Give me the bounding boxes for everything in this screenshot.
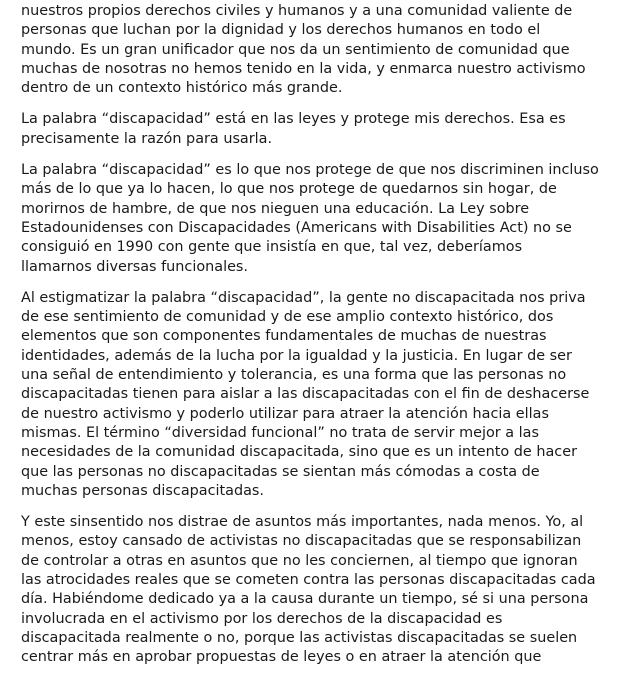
text-line: de nuestro activismo y poderlo utilizar para atraer la atención hacia ellas — [21, 405, 549, 422]
text-line: llamarnos diversas funcionales. — [21, 258, 249, 275]
text-line: de ese sentimiento de comunidad y de ese amplio contexto histórico, dos — [21, 309, 554, 326]
paragraph-2 — [21, 110, 611, 149]
text-line: de controlar a otras en asuntos que no les conciernen, al tiempo que ignoran — [21, 552, 578, 569]
text-line: nuestros propios derechos civiles y humanos y a una comunidad valiente de — [21, 3, 573, 19]
text-line: mismas. El término “diversidad funcional” no trata de servir mejor a las — [21, 424, 539, 441]
text-line: La palabra “discapacidad” es lo que nos protege de que nos discriminen incluso — [21, 162, 599, 179]
text-line: día. Habiéndome dedicado ya a la causa durante un tiempo, sé si una persona — [21, 591, 589, 608]
text-line: menos, estoy cansado de activistas no discapacitadas que se responsabilizan — [21, 533, 582, 550]
text-line: identidades, además de la lucha por la igualdad y la justicia. En lugar de ser — [21, 347, 572, 364]
text-line: dentro de un contexto histórico más grande. — [21, 80, 343, 97]
text-line: involucrada en el activismo por los derechos de la discapacidad es — [21, 610, 503, 627]
text-line: precisamente la razón para usarla. — [21, 130, 273, 147]
document-page — [21, 2, 611, 680]
paragraph-4 — [21, 289, 611, 501]
paragraph-1 — [21, 2, 611, 98]
text-line: centrar más en aprobar propuestas de leyes o en atraer la atención que — [21, 649, 542, 666]
paragraph-3 — [21, 161, 611, 277]
text-line: muchas personas discapacitadas. — [21, 482, 264, 499]
text-line: elementos que son componentes fundamentales de muchas de nuestras — [21, 328, 547, 345]
text-line: Estadounidenses con Discapacidades (Americans with Disabilities Act) no se — [21, 219, 572, 236]
text-line: muchas de nosotras no hemos tenido en la vida, y enmarca nuestro activismo — [21, 60, 586, 77]
text-line: una señal de entendimiento y tolerancia, es una forma que las personas no — [21, 367, 567, 384]
text-line: discapacitada realmente o no, porque las activistas discapacitadas se suelen — [21, 629, 578, 646]
text-line: que las personas no discapacitadas se sientan más cómodas a costa de — [21, 463, 540, 480]
text-line: La palabra “discapacidad” está en las leyes y protege mis derechos. Esa es — [21, 111, 566, 128]
text-line: personas que luchan por la dignidad y los derechos humanos en todo el — [21, 22, 541, 39]
paragraph-5 — [21, 513, 611, 667]
text-line: las atrocidades reales que se cometen contra las personas discapacitadas cada — [21, 572, 596, 589]
text-line: Al estigmatizar la palabra “discapacidad”, la gente no discapacitada nos priva — [21, 289, 586, 306]
text-line: mundo. Es un gran unificador que nos da un sentimiento de comunidad que — [21, 41, 570, 58]
text-line: más de lo que ya lo hacen, lo que nos protege de quedarnos sin hogar, de — [21, 181, 557, 198]
text-line: necesidades de la comunidad discapacitada, sino que es un intento de hacer — [21, 444, 577, 461]
text-line: consiguió en 1990 con gente que insistía en que, tal vez, deberíamos — [21, 239, 523, 256]
text-line: Y este sinsentido nos distrae de asuntos más importantes, nada menos. Yo, al — [21, 514, 584, 531]
text-line: morirnos de hambre, de que nos nieguen una educación. La Ley sobre — [21, 200, 530, 217]
text-line: discapacitadas tienen para aislar a las discapacitadas con el fin de deshacerse — [21, 386, 590, 403]
